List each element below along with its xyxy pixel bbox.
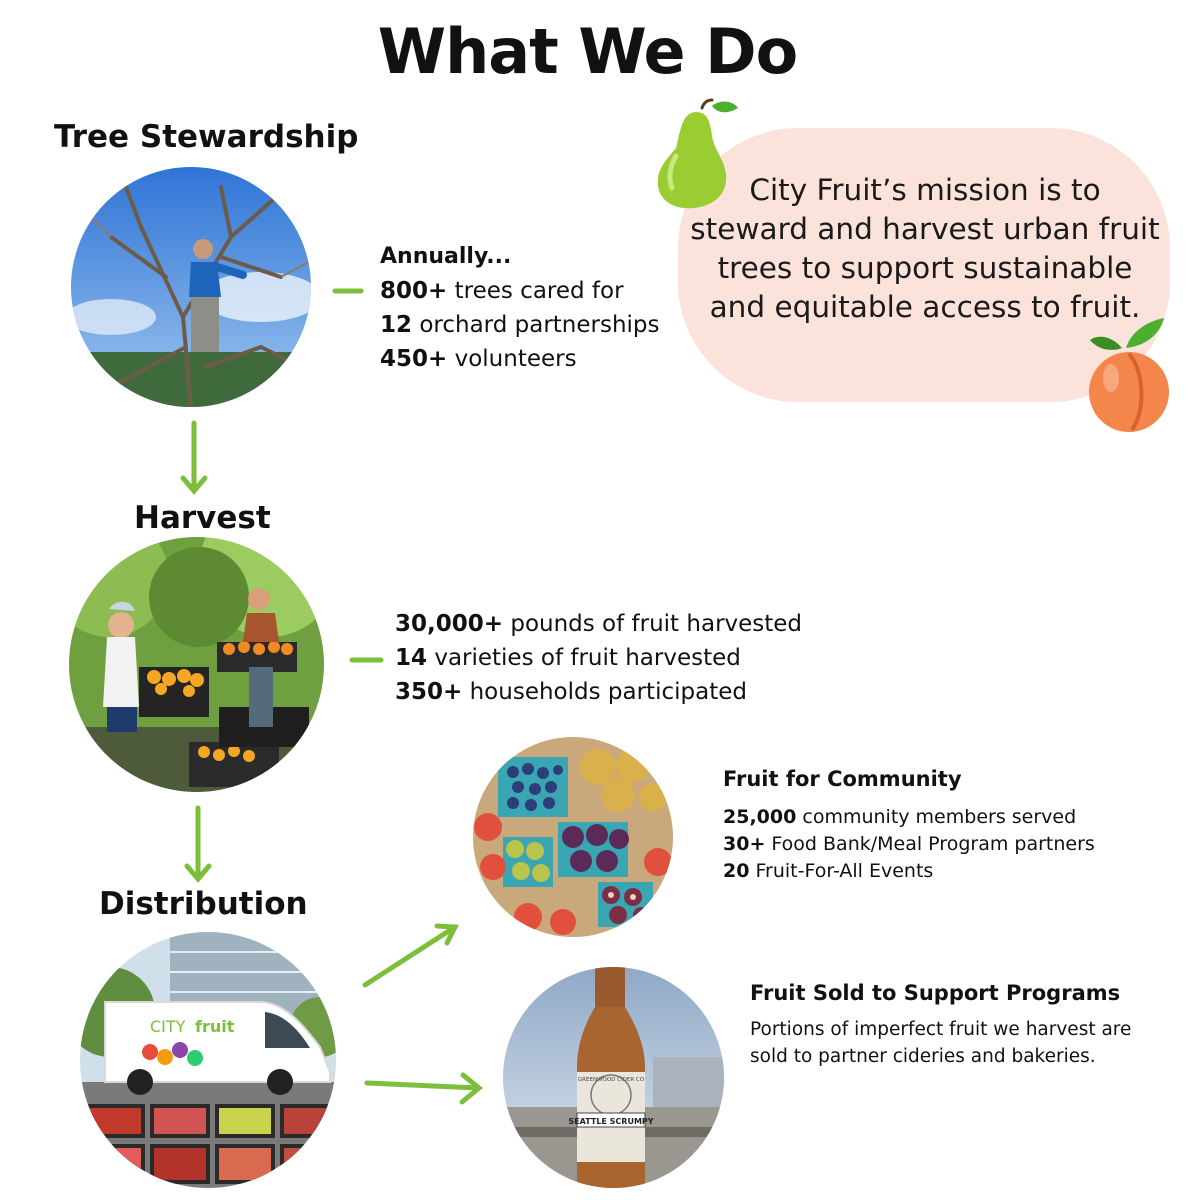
stat-value: 450+ [380,346,448,372]
stat-value: 30+ [723,833,766,855]
stat-line [380,274,660,308]
stat-text: households participated [462,679,747,705]
stat-line [380,308,660,342]
stat-text: Fruit-For-All Events [749,860,934,882]
stat-text: Food Bank/Meal Program partners [765,833,1095,855]
arrow-down-icon [187,808,209,879]
arrow-right-icon [367,1075,479,1102]
cider-name: SEATTLE SCRUMPY [568,1117,654,1126]
peach-icon [1086,314,1172,434]
stat-line [395,675,802,709]
distribution-photo [80,932,336,1188]
stat-text: volunteers [447,346,577,372]
cider-photo [503,967,724,1188]
pear-icon [652,96,742,216]
stat-value: 12 [380,312,413,338]
stat-line [380,342,660,376]
arrow-right-icon [365,926,455,985]
mission-statement: City Fruit’s mission is to steward and harvest urban fruit trees to support sustainable and equitable access to fruit. [690,173,1160,324]
sold-description: Portions of imperfect fruit we harvest are sold to partner cideries and bakeries. [750,1019,1132,1067]
stewardship-heading: Tree Stewardship [54,119,359,155]
stat-line [395,607,802,641]
stewardship-photo [71,167,311,407]
stat-line [395,641,802,675]
stat-text: varieties of fruit harvested [427,645,741,671]
harvest-photo [69,537,324,792]
harvest-heading: Harvest [134,500,271,536]
sold-heading: Fruit Sold to Support Programs [750,981,1121,1005]
stewardship-stats [380,240,660,376]
stewardship-intro: Annually... [380,244,512,269]
community-stats [723,804,1095,885]
page-title: What We Do [377,15,798,88]
stat-line [723,831,1095,858]
stat-line [723,858,1095,885]
stat-text: community members served [796,806,1077,828]
community-heading: Fruit for Community [723,767,962,791]
stat-value: 30,000+ [395,611,504,637]
stat-value: 800+ [380,278,448,304]
stat-value: 350+ [395,679,463,705]
stat-line [723,804,1095,831]
harvest-stats [395,607,802,709]
community-photo [473,737,673,937]
stat-text: pounds of fruit harvested [503,611,803,637]
stat-text: trees cared for [447,278,624,304]
stat-text: orchard partnerships [412,312,660,338]
cider-brand: GREENWOOD CIDER CO [577,1077,645,1083]
stat-value: 20 [723,860,750,882]
distribution-heading: Distribution [99,886,308,922]
van-brand-fruit: fruit [195,1017,235,1036]
stat-value: 14 [395,645,428,671]
arrow-down-icon [183,423,205,491]
stat-value: 25,000 [723,806,797,828]
van-brand-city: CITY [150,1017,186,1036]
